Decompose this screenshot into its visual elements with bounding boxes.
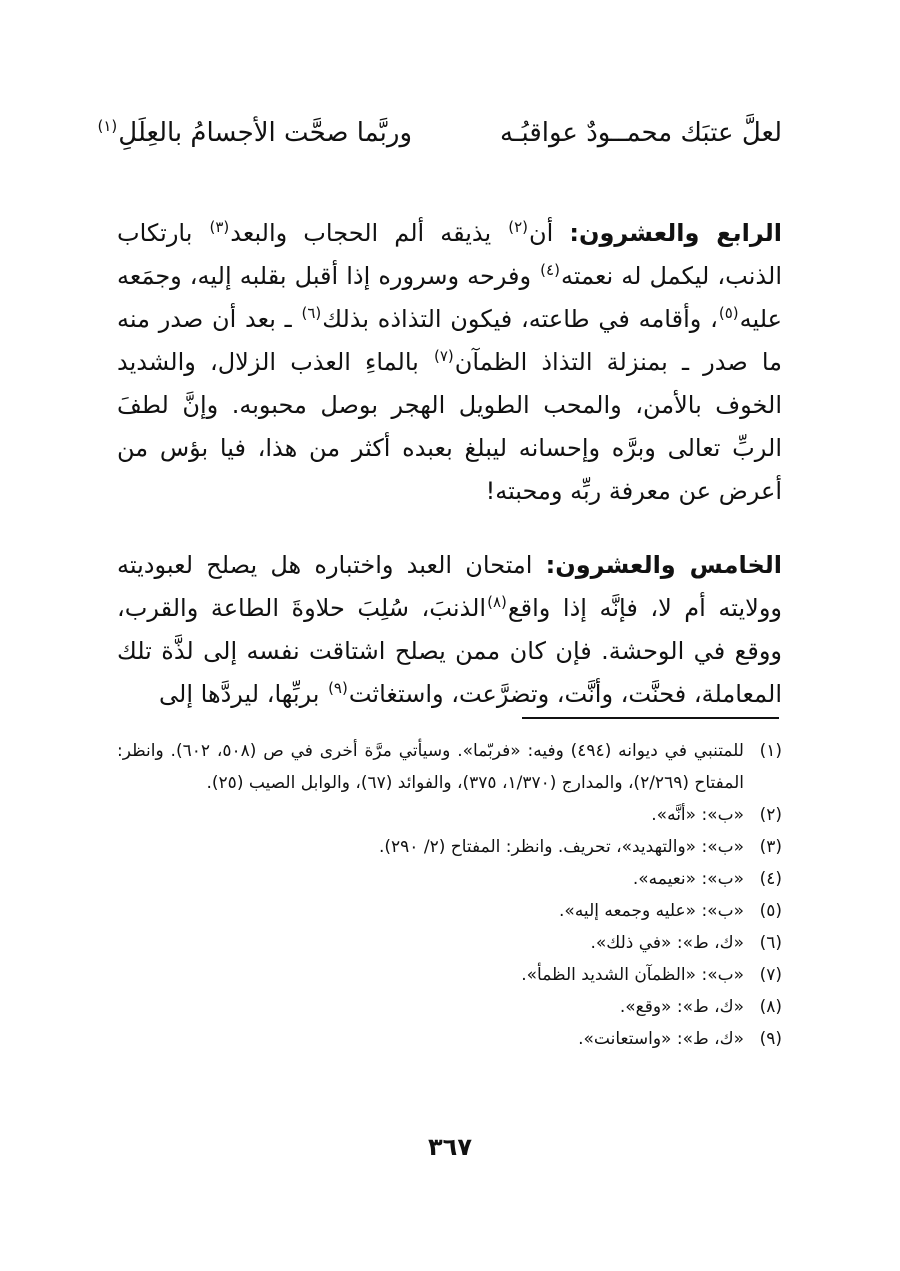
footnote-item <box>117 959 782 991</box>
footnote-item <box>117 831 782 863</box>
footnote-item <box>117 799 782 831</box>
paragraph-text: بالماءِ العذب الزلال، والشديد الخوف بالأمن، والمحب الطويل الهجر بوصل محبوبه. وإنَّ لطفَ الربِّ تعالى وبرَّه وإحسانه ليبلغ بعبده أكثر من هذا، فيا بؤس من أعرض عن معرفة ربِّه ومحبته! <box>117 348 782 505</box>
footnote-item <box>117 895 782 927</box>
footnote-item <box>117 1023 782 1055</box>
poetry-verse <box>97 108 782 158</box>
paragraph-text: أن <box>529 219 570 247</box>
footnote-text: «ب»: «عليه وجمعه إليه». <box>559 901 744 921</box>
footnote-number: (٤) <box>759 869 782 889</box>
paragraph-text: يذيقه ألم الحجاب والبعد <box>230 219 508 247</box>
verse-first-hemistich <box>500 108 782 158</box>
paragraph-twenty-fourth <box>117 212 782 513</box>
footnote-item <box>117 991 782 1023</box>
paragraph-text: بربِّها، ليردَّها إلى <box>159 680 328 708</box>
footnote-ref-5: (٥) <box>718 304 739 322</box>
footnote-text: «ب»: «نعيمه». <box>632 869 744 889</box>
footnote-separator <box>522 717 779 719</box>
paragraph-twenty-fifth <box>117 544 782 716</box>
footnote-text: «ك، ط»: «في ذلك». <box>590 933 744 953</box>
footnote-text: للمتنبي في ديوانه (٤٩٤) وفيه: «فربّما». وسيأتي مرَّة أخرى في ص (٥٠٨، ٦٠٢). وانظر: المفتاح (٢/٢٦٩)، والمدارج (١/٣٧٠، ٣٧٥)، والفوائد (٦٧)، والوابل الصيب (٢٥). <box>117 741 744 793</box>
verse-second-hemistich <box>96 108 412 158</box>
footnote-ref-9: (٩) <box>328 679 348 697</box>
footnote-text: «ك، ط»: «واستعانت». <box>578 1029 744 1049</box>
footnote-ref-7: (٧) <box>433 347 454 365</box>
footnote-number: (٧) <box>759 965 782 985</box>
footnote-ref-4: (٤) <box>540 261 560 279</box>
paragraph-text: وفرحه وسروره إذا أقبل بقلبه إليه، وجمَعه عليه <box>117 262 782 333</box>
footnote-number: (٢) <box>759 805 782 825</box>
verse-first-hemistich-text: لعلَّ عتبَك محمــودٌ عواقبُـه <box>499 118 782 148</box>
page-number: ٣٦٧ <box>428 1133 472 1161</box>
footnote-ref-6: (٦) <box>301 304 322 322</box>
footnote-number: (٦) <box>759 933 782 953</box>
paragraph-text: بارتكاب الذنب، ليكمل له نعمته <box>117 219 782 290</box>
footnote-item <box>117 927 782 959</box>
verse-second-hemistich-text: وربَّما صحَّت الأجسامُ بالعِلَلِ <box>118 118 412 148</box>
footnote-item <box>117 863 782 895</box>
paragraph-text: امتحان العبد واختباره هل يصلح لعبوديته وولايته أم لا، فإنَّه إذا واقع <box>117 551 782 622</box>
paragraph-heading: الرابع والعشرون: <box>569 219 783 247</box>
footnote-text: «ب»: «والتهديد»، تحريف. وانظر: المفتاح (٢/ ٢٩٠). <box>378 837 744 857</box>
footnote-text: «ب»: «أنَّه». <box>651 805 744 825</box>
footnote-item <box>117 735 782 799</box>
paragraph-text: ـ بعد أن صدر منه ما صدر ـ بمنزلة التذاذ الظمآن <box>117 305 782 376</box>
footnote-text: «ب»: «الظمآن الشديد الظمأ». <box>521 965 744 985</box>
footnote-number: (٣) <box>759 837 782 857</box>
footnote-ref-2: (٢) <box>508 218 529 236</box>
footnote-text: «ك، ط»: «وقع». <box>619 997 744 1017</box>
footnote-number: (١) <box>759 741 782 761</box>
footnote-ref-1: (١) <box>97 117 118 136</box>
paragraph-heading: الخامس والعشرون: <box>545 551 782 579</box>
footnotes-list <box>117 735 782 1055</box>
footnote-number: (٩) <box>759 1029 782 1049</box>
paragraph-text: الذنبَ، سُلِبَ حلاوةَ الطاعة والقرب، ووقع في الوحشة. فإن كان ممن يصلح اشتاقت نفسه إلى لذَّة تلك المعاملة، فحنَّت، وأنَّت، وتضرَّعت، واستغاثت <box>117 594 782 708</box>
paragraph-text: ، وأقامه في طاعته، فيكون التذاذه بذلك <box>322 305 718 333</box>
footnote-ref-8: (٨) <box>487 593 507 611</box>
footnote-number: (٨) <box>759 997 782 1017</box>
footnote-ref-3: (٣) <box>209 218 230 236</box>
footnote-number: (٥) <box>759 901 782 921</box>
